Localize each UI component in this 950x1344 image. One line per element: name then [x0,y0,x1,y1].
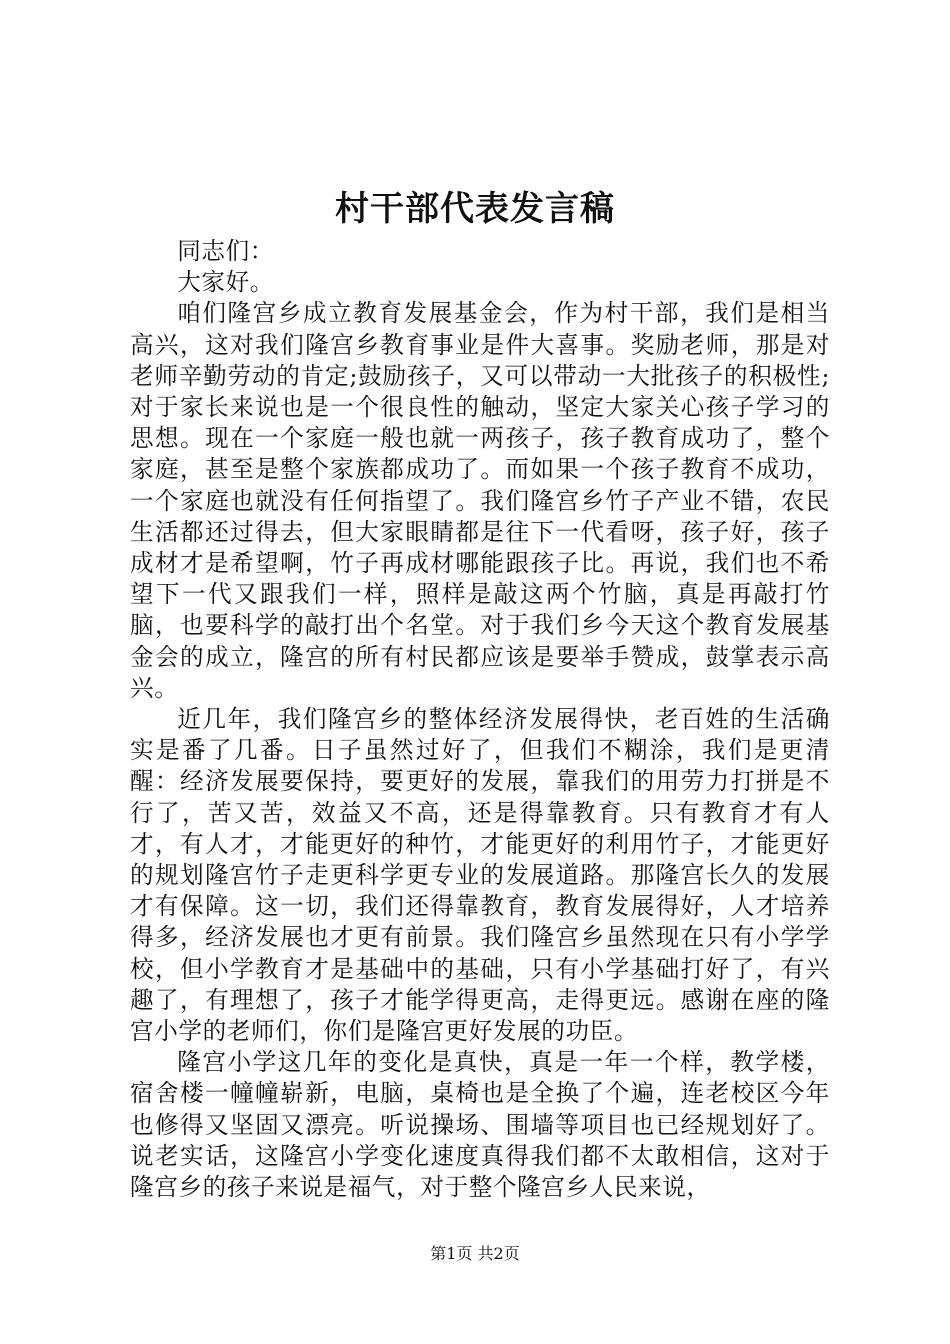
paragraph: 咱们隆宫乡成立教育发展基金会，作为村干部，我们是相当高兴，这对我们隆宫乡教育事业是件大喜事。奖励老师，那是对老师辛勤劳动的肯定;鼓励孩子，又可以带动一大批孩子的积极性;对于家长来说也是一个很良性的触动，坚定大家关心孩子学习的思想。现在一个家庭一般也就一两孩子，孩子教育成功了，整个家庭，甚至是整个家族都成功了。而如果一个孩子教育不成功，一个家庭也就没有任何指望了。我们隆宫乡竹子产业不错，农民生活都还过得去，但大家眼睛都是往下一代看呀，孩子好，孩子成材才是希望啊，竹子再成材哪能跟孩子比。再说，我们也不希望下一代又跟我们一样，照样是敲这两个竹脑，真是再敲打竹脑，也要科学的敲打出个名堂。对于我们乡今天这个教育发展基金会的成立，隆宫的所有村民都应该是要举手赞成，鼓掌表示高兴。 [130,299,830,702]
document-body [130,236,830,1203]
paragraph: 近几年，我们隆宫乡的整体经济发展得快，老百姓的生活确实是番了几番。日子虽然过好了，但我们不糊涂，我们是更清醒：经济发展要保持，要更好的发展，靠我们的用劳力打拼是不行了，苦又苦，效益又不高，还是得靠教育。只有教育才有人才，有人才，才能更好的种竹，才能更好的利用竹子，才能更好的规划隆宫竹子走更科学更专业的发展道路。那隆宫长久的发展才有保障。这一切，我们还得靠教育，教育发展得好，人才培养得多，经济发展也才更有前景。我们隆宫乡虽然现在只有小学学校，但小学教育才是基础中的基础，只有小学基础打好了，有兴趣了，有理想了，孩子才能学得更高，走得更远。感谢在座的隆宫小学的老师们，你们是隆宫更好发展的功臣。 [130,705,830,1046]
salutation: 同志们： [177,237,274,265]
document-title: 村干部代表发言稿 [335,189,615,229]
page-number-footer: 第1页 共2页 [430,1244,520,1263]
greeting: 大家好。 [177,268,274,297]
paragraph: 隆宫小学这几年的变化是真快，真是一年一个样，教学楼，宿舍楼一幢幢崭新，电脑，桌椅也是全换了个遍，连老校区今年也修得又坚固又漂亮。听说操场、围墙等项目也已经规划好了。说老实话，这隆宫小学变化速度真得我们都不太敢相信，这对于隆宫乡的孩子来说是福气，对于整个隆宫乡人民来说， [130,1048,830,1202]
